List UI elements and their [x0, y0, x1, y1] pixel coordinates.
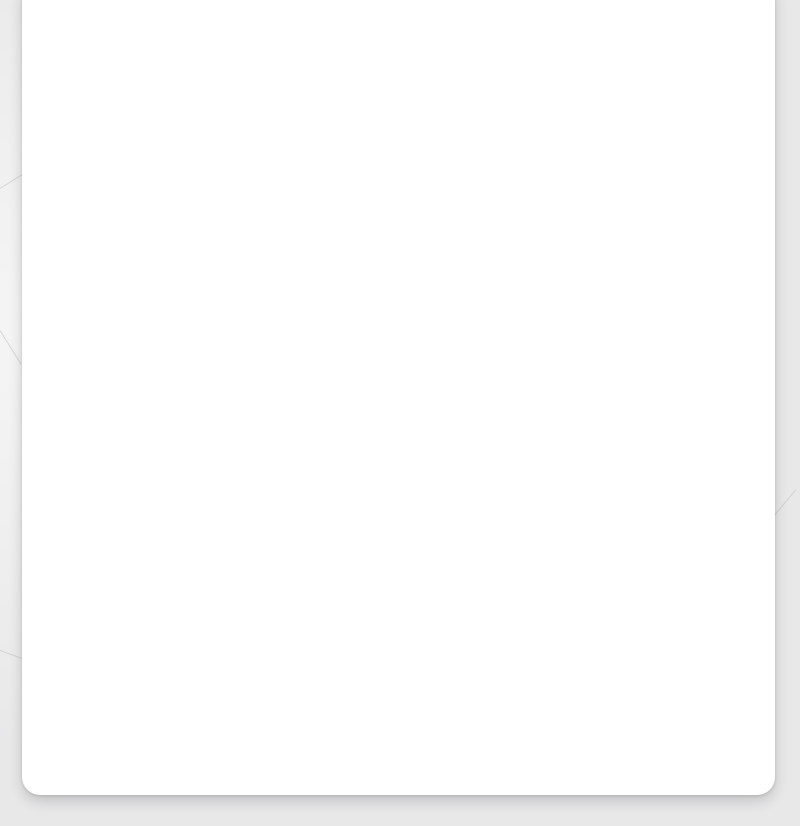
marble-vein — [0, 330, 22, 364]
spec-card — [22, 0, 775, 795]
